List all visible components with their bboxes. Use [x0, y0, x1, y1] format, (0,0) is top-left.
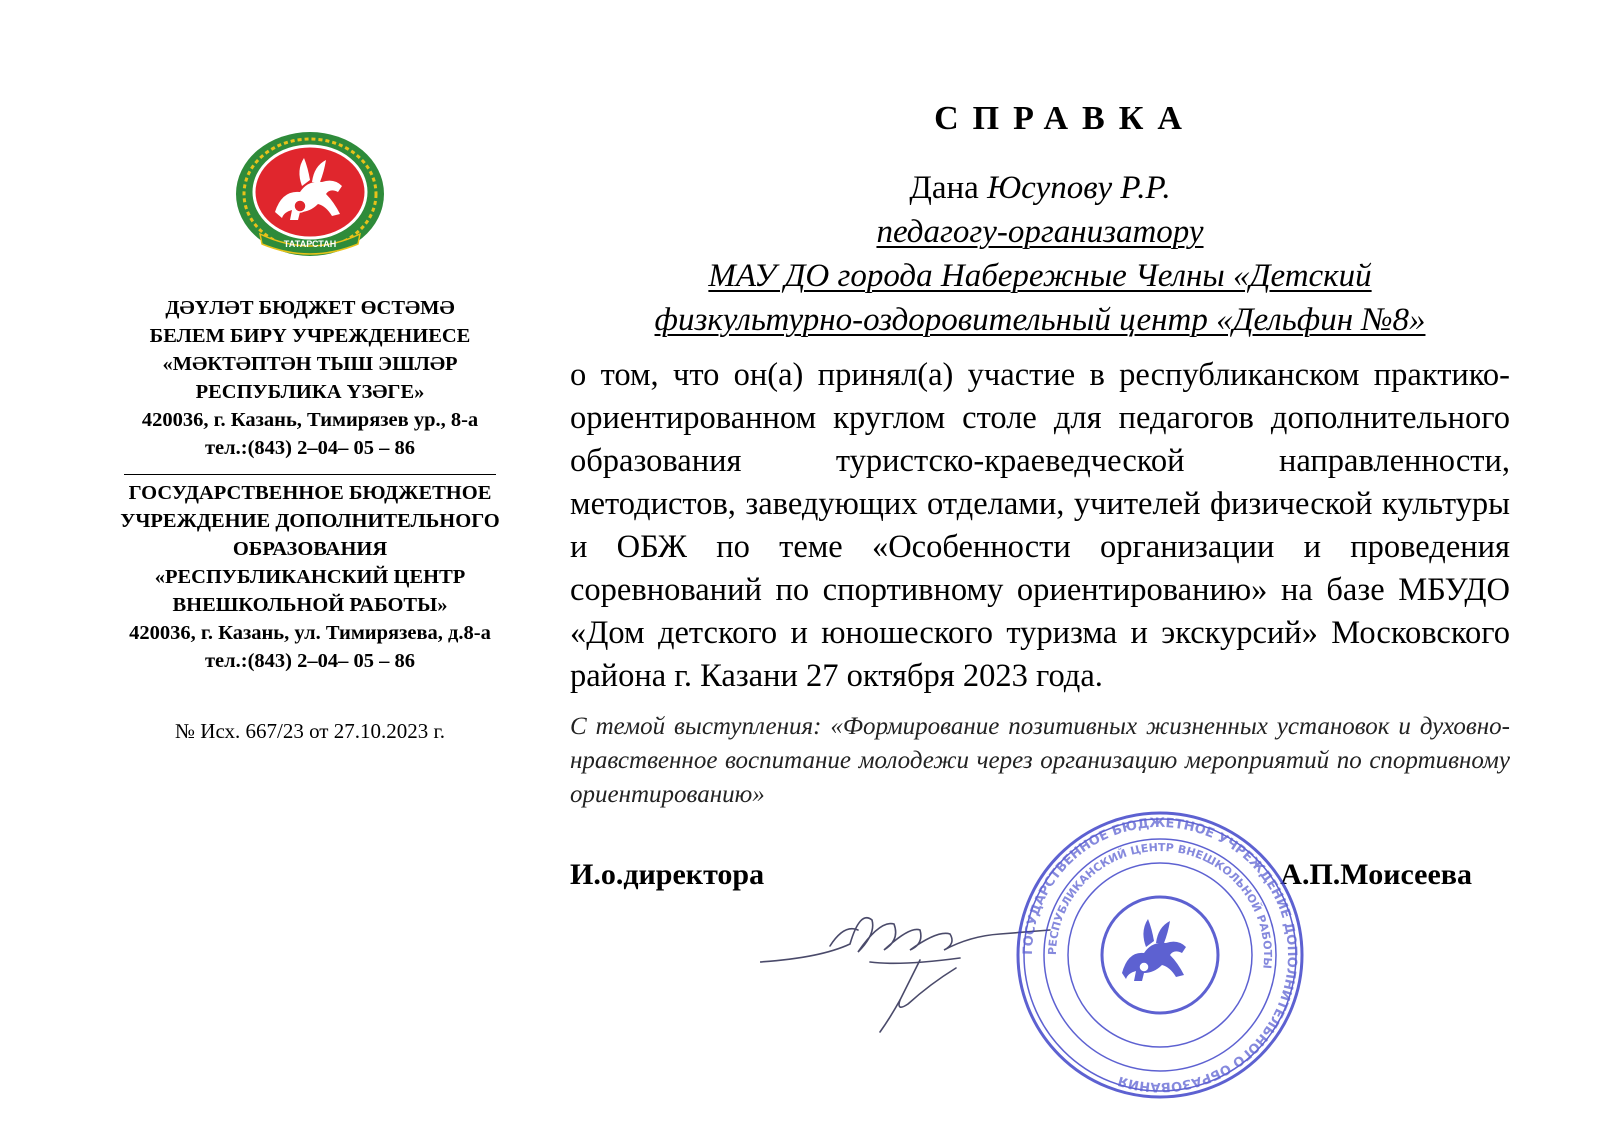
issuer-address: 420036, г. Казань, ул. Тимирязева, д.8-а [129, 622, 491, 644]
issuer-block [60, 130, 560, 744]
recipient-org-part2: физкультурно-оздоровительный центр «Дельфин №8» [654, 302, 1426, 338]
issuer-line: ВНЕШКОЛЬНОЙ РАБОТЫ» [172, 594, 448, 616]
issuer-phone: тел.:(843) 2–04– 05 – 86 [204, 437, 416, 459]
issuer-line: БЕЛЕМ БИРҮ УЧРЕЖДЕНИЕСЕ [149, 325, 471, 347]
issuer-line: ДӘҮЛӘТ БЮДЖЕТ ӨСТӘМӘ [165, 297, 455, 319]
recipient-org-line [570, 254, 1510, 298]
issuer-divider [124, 474, 496, 475]
issuer-line: ОБРАЗОВАНИЯ [232, 538, 388, 560]
issuer-name-russian [60, 479, 560, 675]
recipient-org-line [570, 298, 1510, 342]
presentation-topic: С темой выступления: «Формирование позитивных жизненных установок и духовно-нравственное воспитание молодежи через организацию мероприятий по спортивному ориентированию» [570, 713, 1510, 808]
emblem-banner-text: ТАТАРСТАН [283, 239, 337, 249]
recipient-name: Юсупову Р.Р. [987, 170, 1171, 206]
reference-number: № Исх. 667/23 от 27.10.2023 г. [175, 719, 445, 743]
recipient-position-line [570, 210, 1510, 254]
svg-text:ГОСУДАРСТВЕННОЕ БЮДЖЕТНОЕ УЧРЕ: ГОСУДАРСТВЕННОЕ БЮДЖЕТНОЕ УЧРЕЖДЕНИЕ ДОПОЛНИТЕЛЬНОГО ОБРАЗОВАНИЯ [1020, 815, 1300, 1095]
signer-name: А.П.Моисеева [1280, 858, 1472, 891]
svg-text:РЕСПУБЛИКАНСКИЙ ЦЕНТР ВНЕШКОЛЬ: РЕСПУБЛИКАНСКИЙ ЦЕНТР ВНЕШКОЛЬНОЙ РАБОТЫ [1045, 840, 1275, 970]
issuer-line: «МӘКТӘПТӘН ТЫШ ЭШЛӘР [162, 353, 458, 375]
document-title: СПРАВКА [934, 100, 1196, 137]
recipient-block [570, 166, 1510, 342]
given-prefix: Дана [909, 170, 979, 206]
issuer-line: «РЕСПУБЛИКАНСКИЙ ЦЕНТР [154, 566, 466, 588]
issuer-phone: тел.:(843) 2–04– 05 – 86 [204, 650, 416, 672]
certificate-block [570, 100, 1510, 908]
issuer-line: УЧРЕЖДЕНИЕ ДОПОЛНИТЕЛЬНОГО [120, 510, 500, 532]
issuer-line: РЕСПУБЛИКА ҮЗӘГЕ» [195, 381, 425, 403]
signer-role: И.о.директора [570, 858, 765, 891]
issuer-address: 420036, г. Казань, Тимирязев ур., 8-а [141, 409, 479, 431]
issuer-name-tatar [60, 294, 560, 462]
official-seal-icon [1010, 805, 1310, 1105]
tatarstan-coat-of-arms-icon [230, 130, 390, 260]
issuer-line: ГОСУДАРСТВЕННОЕ БЮДЖЕТНОЕ [128, 482, 492, 504]
recipient-name-line [570, 166, 1510, 210]
certificate-body: о том, что он(а) принял(а) участие в республиканском практико-ориентированном круглом столе для педагогов дополнительного образования туристско-краеведческой направленности, методистов, заведующих отделами, учителей физической культуры и ОБЖ по теме «Особенности организации и проведения соревнований по спортивному ориентированию» на базе МБУДО «Дом детского и юношеского туризма и экскурсий» Московского района г. Казани 27 октября 2023 года. [570, 357, 1510, 694]
recipient-position: педагогу-организатору [876, 214, 1204, 250]
recipient-org-part1: МАУ ДО города Набережные Челны «Детский [708, 258, 1372, 294]
